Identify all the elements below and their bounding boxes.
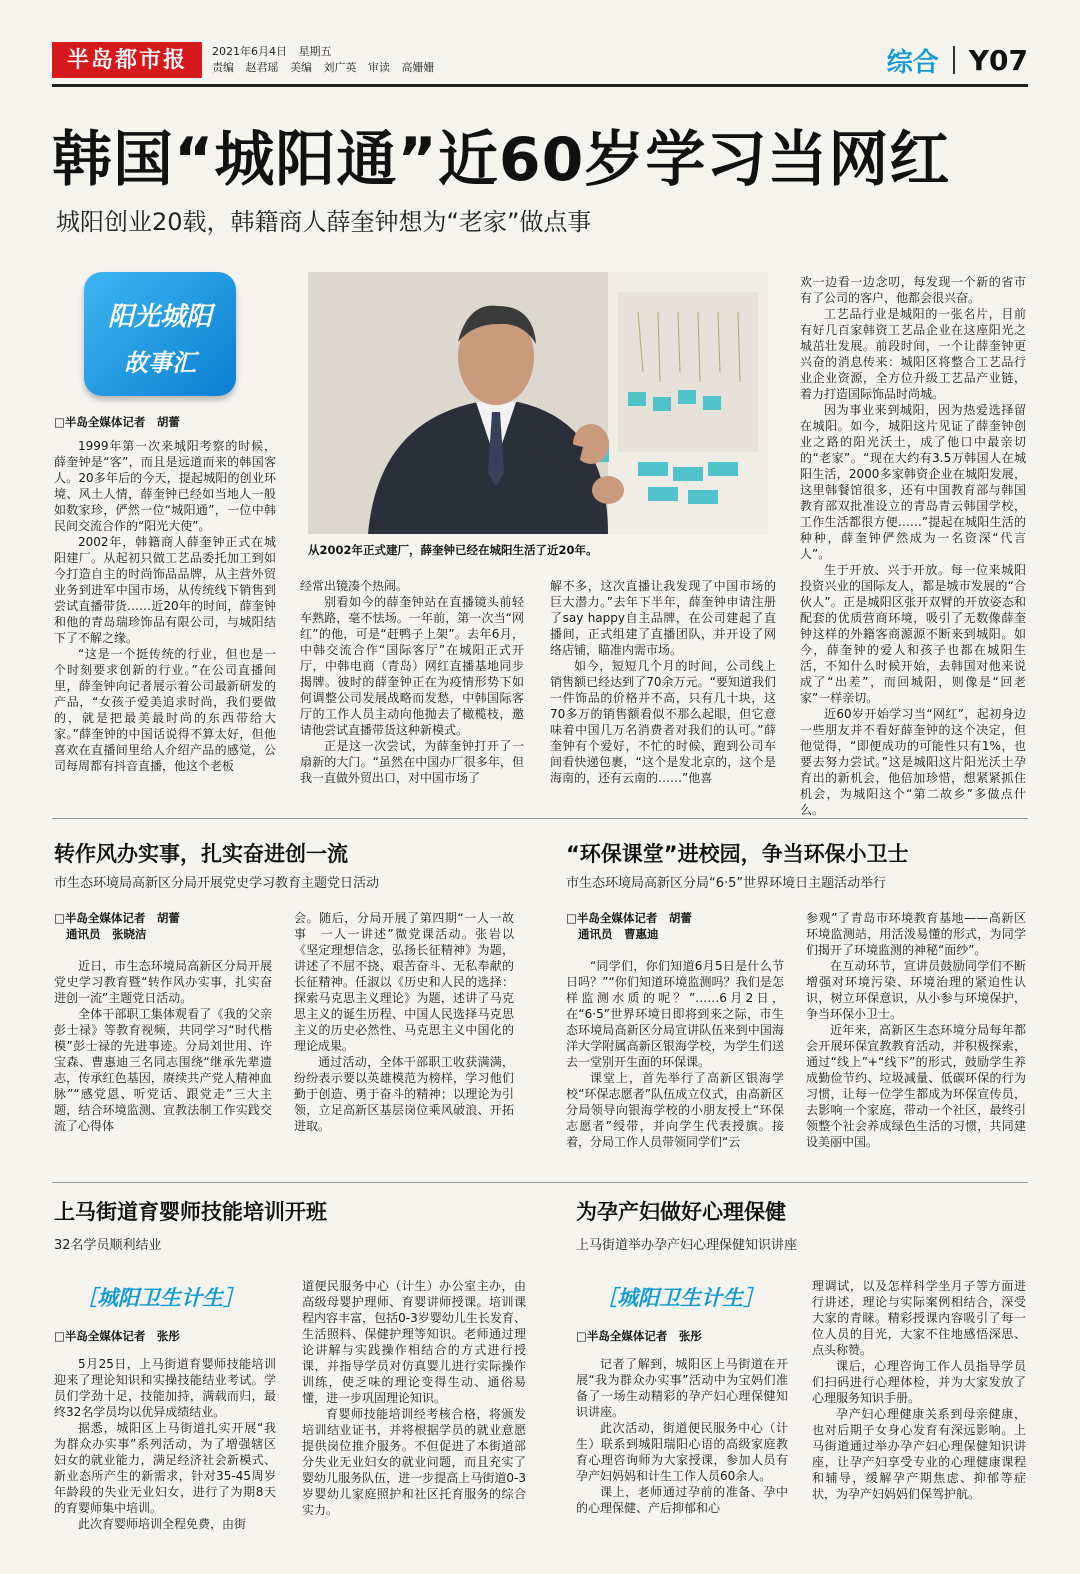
lead-column-4	[800, 274, 1026, 818]
section-divider	[953, 46, 955, 74]
article4-byline: □半岛全媒体记者 张彤	[54, 1329, 180, 1343]
article2-column-2	[294, 910, 514, 1134]
paragraph: 解不多，这次直播让我发现了中国市场的巨大潜力。”去年下半年，薛奎钟申请注册了say happy自主品牌，在公司建起了直播间，正式组建了直播团队，并开设了网络店铺，瞄准内需市场。	[550, 579, 776, 657]
issue-weekday: 星期五	[298, 45, 332, 58]
paragraph: 近年来，高新区生态环境分局每年都会开展环保宣教教育活动，并积极探索，通过“线上”+“线下”的形式，鼓励学生养成勤俭节约、垃圾减量、低碳环保的行为习惯，让每一位学生都成为环保宣传员，去影响一个家庭，带动一个社区，最终引领整个社会养成绿色生活的习惯，共同建设美丽中国。	[806, 1023, 1026, 1149]
article4-column-tag: ［城阳卫生计生］	[76, 1286, 244, 1310]
staff-name: 高姗姗	[401, 61, 435, 74]
paragraph: 记者了解到，城阳区上马街道在开展“我为群众办实事”活动中为宝妈们准备了一场生动精彩的孕产妇心理保健知识讲座。	[576, 1357, 788, 1419]
article3-byline: □半岛全媒体记者 胡蕾	[566, 911, 692, 925]
lead-column-1	[54, 438, 276, 774]
article3-byline-2: 通讯员 曹惠迪	[578, 927, 659, 941]
staff-line	[212, 60, 443, 76]
column-badge	[84, 272, 236, 396]
article5-title: 为孕产妇做好心理保健	[576, 1200, 786, 1224]
paragraph: 5月25日，上马街道育婴师技能培训迎来了理论知识和实操技能结业考试。学员们学劲十足，技能加持，满载而归，最终32名学员均以优异成绩结业。	[54, 1357, 276, 1419]
lead-byline: □半岛全媒体记者 胡蕾	[54, 415, 180, 429]
paragraph: 据悉，城阳区上马街道扎实开展“我为群众办实事”系列活动，为了增强辖区妇女的就业能力，满足经济社会新模式、新业态所产生的新需求，针对35-45周岁年龄段的失业无业妇女，进行了为期8天的育婴师集中培训。	[54, 1421, 276, 1515]
section-name: 综合	[886, 47, 939, 78]
staff-role: 责编	[212, 61, 234, 74]
badge-line1: 阳光城阳	[107, 302, 212, 332]
paragraph: 1999年第一次来城阳考察的时候，薛奎钟是“客”，而且是远道而来的韩国客人。20多年后的今天，提起城阳的创业环境、风土人情，薛奎钟已经如当地人一般如数家珍，俨然一位“城阳通”，一位中韩民间交流合作的“阳光大使”。	[54, 439, 276, 533]
section-label	[887, 40, 1028, 80]
photo-caption: 从2002年正式建厂，薛奎钟已经在城阳生活了近20年。	[308, 543, 598, 557]
paragraph: 通过活动，全体干部职工收获满满，纷纷表示要以英雄模范为榜样，学习他们勤于创造、勇于奋斗的精神；以理论为引领，立足高新区基层岗位乘风破浪、开拓进取。	[294, 1055, 514, 1133]
paragraph: 此次育婴师培训全程免费，由街	[78, 1517, 247, 1531]
article4-column-1	[54, 1356, 276, 1532]
issue-meta	[212, 44, 443, 76]
paragraph: 2002年，韩籍商人薛奎钟正式在城阳建厂。从起初只做工艺品委托加工到如今打造自主的时尚饰品品牌，从主营外贸业务到进军中国市场，从传统线下销售到尝试直播带货……近20年的时间，薛奎钟和他的青岛瑞珍饰品有限公司，与城阳结下了不解之缘。	[54, 535, 276, 645]
paragraph: 经常出镜凑个热闹。	[300, 579, 409, 593]
man-with-jewelry-illustration	[308, 272, 768, 534]
article2-byline: □半岛全媒体记者 胡蕾	[54, 911, 180, 925]
paragraph: 课上，老师通过孕前的准备、孕中的心理保健、产后抑郁和心	[576, 1485, 788, 1515]
paragraph: 全体干部职工集体观看了《我的父亲彭士禄》等教育视频，共同学习“时代楷模”彭士禄的先进事迹。分局刘世用、许宝森、曹惠迪三名同志围绕“继承先辈遗志，传承红色基因，赓续共产党人精神血脉”“感党恩、听党话、跟党走”三大主题，结合环境监测、宣教法制工作实践交流了心得体	[54, 1007, 272, 1133]
staff-role: 审读	[368, 61, 390, 74]
paragraph: 理调试，以及怎样科学坐月子等方面进行讲述，理论与实际案例相结合，深受大家的青睐。精彩授课内容吸引了每一位人员的目光，大家不住地感悟深思、点头称赞。	[812, 1279, 1026, 1357]
paragraph: 如今，短短几个月的时间，公司线上销售额已经达到了70余万元。“要知道我们一件饰品的价格并不高，只有几十块，这70多万的销售额看似不那么起眼，但它意味着中国几万名消费者对我们的认可。”薛奎钟有个爱好，不忙的时候，跑到公司车间看快递包裹，“这个是发北京的，这个是海南的，还有云南的……”他喜	[550, 659, 776, 785]
paragraph: 正是这一次尝试，为薛奎钟打开了一扇新的大门。“虽然在中国办厂很多年，但我一直做外贸出口，对中国市场了	[300, 739, 524, 785]
paragraph: 欢一边看一边念叨，每发现一个新的省市有了公司的客户，他都会很兴奋。	[800, 275, 1026, 305]
article3-column-1	[566, 958, 784, 1150]
lead-column-3	[550, 578, 776, 786]
badge-line2: 故事汇	[124, 349, 196, 377]
paragraph: 课后，心理咨询工作人员指导学员们扫码进行心理体检，并为大家发放了心理服务知识手册。	[812, 1359, 1026, 1405]
paragraph: 孕产妇心理健康关系到母亲健康，也对后期子女身心发育有深远影响。上马街道通过举办孕产妇心理保健知识讲座，让孕产妇享受专业的心理健康课程和辅导，缓解孕产期焦虑、抑郁等症状，为孕产妇妈妈们保驾护航。	[812, 1407, 1026, 1501]
article2-title: 转作风办实事，扎实奋进创一流	[54, 842, 348, 866]
article2-subtitle: 市生态环境局高新区分局开展党史学习教育主题党日活动	[54, 876, 380, 891]
article3-column-2	[806, 910, 1026, 1150]
staff-name: 赵君瑶	[245, 61, 279, 74]
staff-role: 美编	[290, 61, 312, 74]
paragraph: “这是一个挺传统的行业，但也是一个时刻要求创新的行业。”在公司直播间里，薛奎钟向记者展示着公司最新研发的产品，“女孩子爱美追求时尚，我们要做的，就是把最美最时尚的东西带给大家。”薛奎钟的中国话说得不算太好，但他喜欢在直播间里给人介绍产品的感觉，公司每周都有抖音直播，他这个老板	[54, 647, 276, 773]
paragraph: 近60岁开始学习当“网红”，起初身边一些朋友并不看好薛奎钟的这个决定，但他觉得，“即便成功的可能性只有1%，也要去努力尝试。”这是城阳这片阳光沃土孕育出的新机会，他倍加珍惜，想紧紧抓住机会，为城阳这个“第二故乡”多做点什么。	[800, 707, 1026, 817]
masthead-rule	[52, 84, 1028, 87]
article5-column-2	[812, 1278, 1026, 1502]
article2-column-1	[54, 958, 272, 1134]
masthead	[52, 40, 1028, 90]
issue-date: 2021年6月4日	[212, 45, 287, 58]
paragraph: 别看如今的薛奎钟站在直播镜头前轻车熟路，毫不怯场。一年前，第一次当“网红”的他，可是“赶鸭子上架”。去年6月，中韩交流合作“国际客厅”在城阳正式开厅，中韩电商（青岛）网红直播基地同步揭牌。彼时的薛奎钟正在为疫情形势下如何调整公司发展战略而发愁，中韩国际客厅的工作人员主动向他抛去了橄榄枝，邀请他尝试直播带货这种新模式。	[300, 595, 524, 737]
lead-column-2	[300, 578, 524, 786]
newspaper-logo: 半岛都市报	[52, 42, 202, 78]
paragraph: 课堂上，首先举行了高新区银海学校“环保志愿者”队伍成立仪式，由高新区分局领导向银海学校的小朋友授上“环保志愿者”绶带，并向学生代表授旗。接着，分局工作人员带领同学们“云	[566, 1071, 784, 1149]
staff-name: 刘广英	[323, 61, 357, 74]
section-divider-line	[52, 818, 1028, 819]
article5-byline: □半岛全媒体记者 张彤	[576, 1329, 702, 1343]
date-line	[212, 44, 443, 60]
page-number: Y07	[968, 43, 1028, 77]
paragraph: 育婴师技能培训经考核合格，将颁发培训结业证书，并将根据学员的就业意愿提供岗位推介服务。不但促进了本街道部分失业无业妇女的就业问题，而且充实了婴幼儿服务队伍，进一步提高上马街道0-3岁婴幼儿家庭照护和社区托育服务的综合实力。	[302, 1407, 526, 1517]
article5-column-1	[576, 1356, 788, 1516]
paragraph: 生于开放、兴于开放。每一位来城阳投资兴业的国际友人，都是城市发展的“合伙人”。正是城阳区张开双臂的开放姿态和配套的优质营商环境，吸引了无数像薛奎钟这样的外籍客商源源不断来到城阳。如今，薛奎钟的爱人和孩子也都在城阳生活，不知什么时候开始，去韩国对他来说成了“出差”，而回城阳，则像是“回老家”一样亲切。	[800, 563, 1026, 705]
article2-byline-2: 通讯员 张晓洁	[66, 927, 147, 941]
article4-column-2	[302, 1278, 526, 1518]
paragraph: 工艺品行业是城阳的一张名片，目前有好几百家韩资工艺品企业在这座阳光之城茁壮发展。前段时间，一个让薛奎钟更兴奋的消息传来：城阳区将整合工艺品行业企业资源，全方位升级工艺品产业链，着力打造国际饰品时尚城。	[800, 307, 1026, 401]
article3-title: “环保课堂”进校园，争当环保小卫士	[566, 842, 909, 866]
paragraph: 会。随后，分局开展了第四期“一人一故事 一人一讲述”微党课活动。张岩以《坚定理想信念，弘扬长征精神》为题，讲述了不屈不挠、艰苦奋斗、无私奉献的长征精神。任淑以《历史和人民的选择：探索马克思主义理论》为题，述讲了马克思主义的诞生历程、中国人民选择马克思主义的历史必然性、马克思主义中国化的理论成果。	[294, 911, 514, 1053]
paragraph: 道便民服务中心（计生）办公室主办，由高级母婴护理师、育婴讲师授课。培训课程内容丰富，包括0-3岁婴幼儿生长发育、生活照料、保健护理等知识。老师通过理论讲解与实践操作相结合的方式进行授课，并指导学员对仿真婴儿进行实际操作训练，使乏味的理论变得生动、通俗易懂，进一步巩固理论知识。	[302, 1279, 526, 1405]
article5-subtitle: 上马街道举办孕产妇心理保健知识讲座	[576, 1238, 798, 1253]
article4-subtitle: 32名学员顺利结业	[54, 1238, 162, 1253]
paragraph: 近日，市生态环境局高新区分局开展党史学习教育暨“转作风办实事，扎实奋进创一流”主题党日活动。	[54, 959, 272, 1005]
paragraph: 此次活动，街道便民服务中心（计生）联系到城阳瑞阳心语的高级家庭教育心理咨询师为大家授课，参加人员有孕产妇妈妈和计生工作人员60余人。	[576, 1421, 788, 1483]
article5-column-tag: ［城阳卫生计生］	[596, 1286, 764, 1310]
lead-headline: 韩国“城阳通”近60岁学习当网红	[52, 125, 951, 195]
paragraph: 在互动环节，宣讲员鼓励同学们不断增强对环境污染、环境治理的紧迫性认识，树立环保意识，从小参与环境保护，争当环保小卫士。	[806, 959, 1026, 1021]
paragraph: “同学们，你们知道6月5日是什么节日吗？”“你们知道环境监测吗？我们是怎样监测水质的呢？”……6月2日，在“6·5”世界环境日即将到来之际，市生态环境局高新区分局宣讲队伍来到中国海洋大学附属高新区银海学校，为学生们送去一堂别开生面的环保课。	[566, 959, 784, 1069]
article4-title: 上马街道育婴师技能培训开班	[54, 1200, 327, 1224]
lead-photo	[308, 272, 768, 534]
paragraph: 因为事业来到城阳，因为热爱选择留在城阳。如今，城阳这片见证了薛奎钟创业之路的阳光沃土，成了他口中最亲切的“老家”。“现在大约有3.5万韩国人在城阳生活，2000多家韩资企业在城阳发展，这里韩餐馆很多，还有中国教育部与韩国教育部双批准设立的青岛青云韩国学校，工作生活都很方便……”提起在城阳生活的种种，薛奎钟俨然成为一名资深“代言人”。	[800, 403, 1026, 561]
article3-subtitle: 市生态环境局高新区分局“6·5”世界环境日主题活动举行	[566, 876, 887, 891]
section-divider-line	[52, 1182, 1028, 1183]
paragraph: 参观”了青岛市环境教育基地——高新区环境监测站，用活泼易懂的形式，为同学们揭开了环境监测的神秘“面纱”。	[806, 911, 1026, 957]
lead-subhead: 城阳创业20载，韩籍商人薛奎钟想为“老家”做点事	[56, 208, 592, 236]
